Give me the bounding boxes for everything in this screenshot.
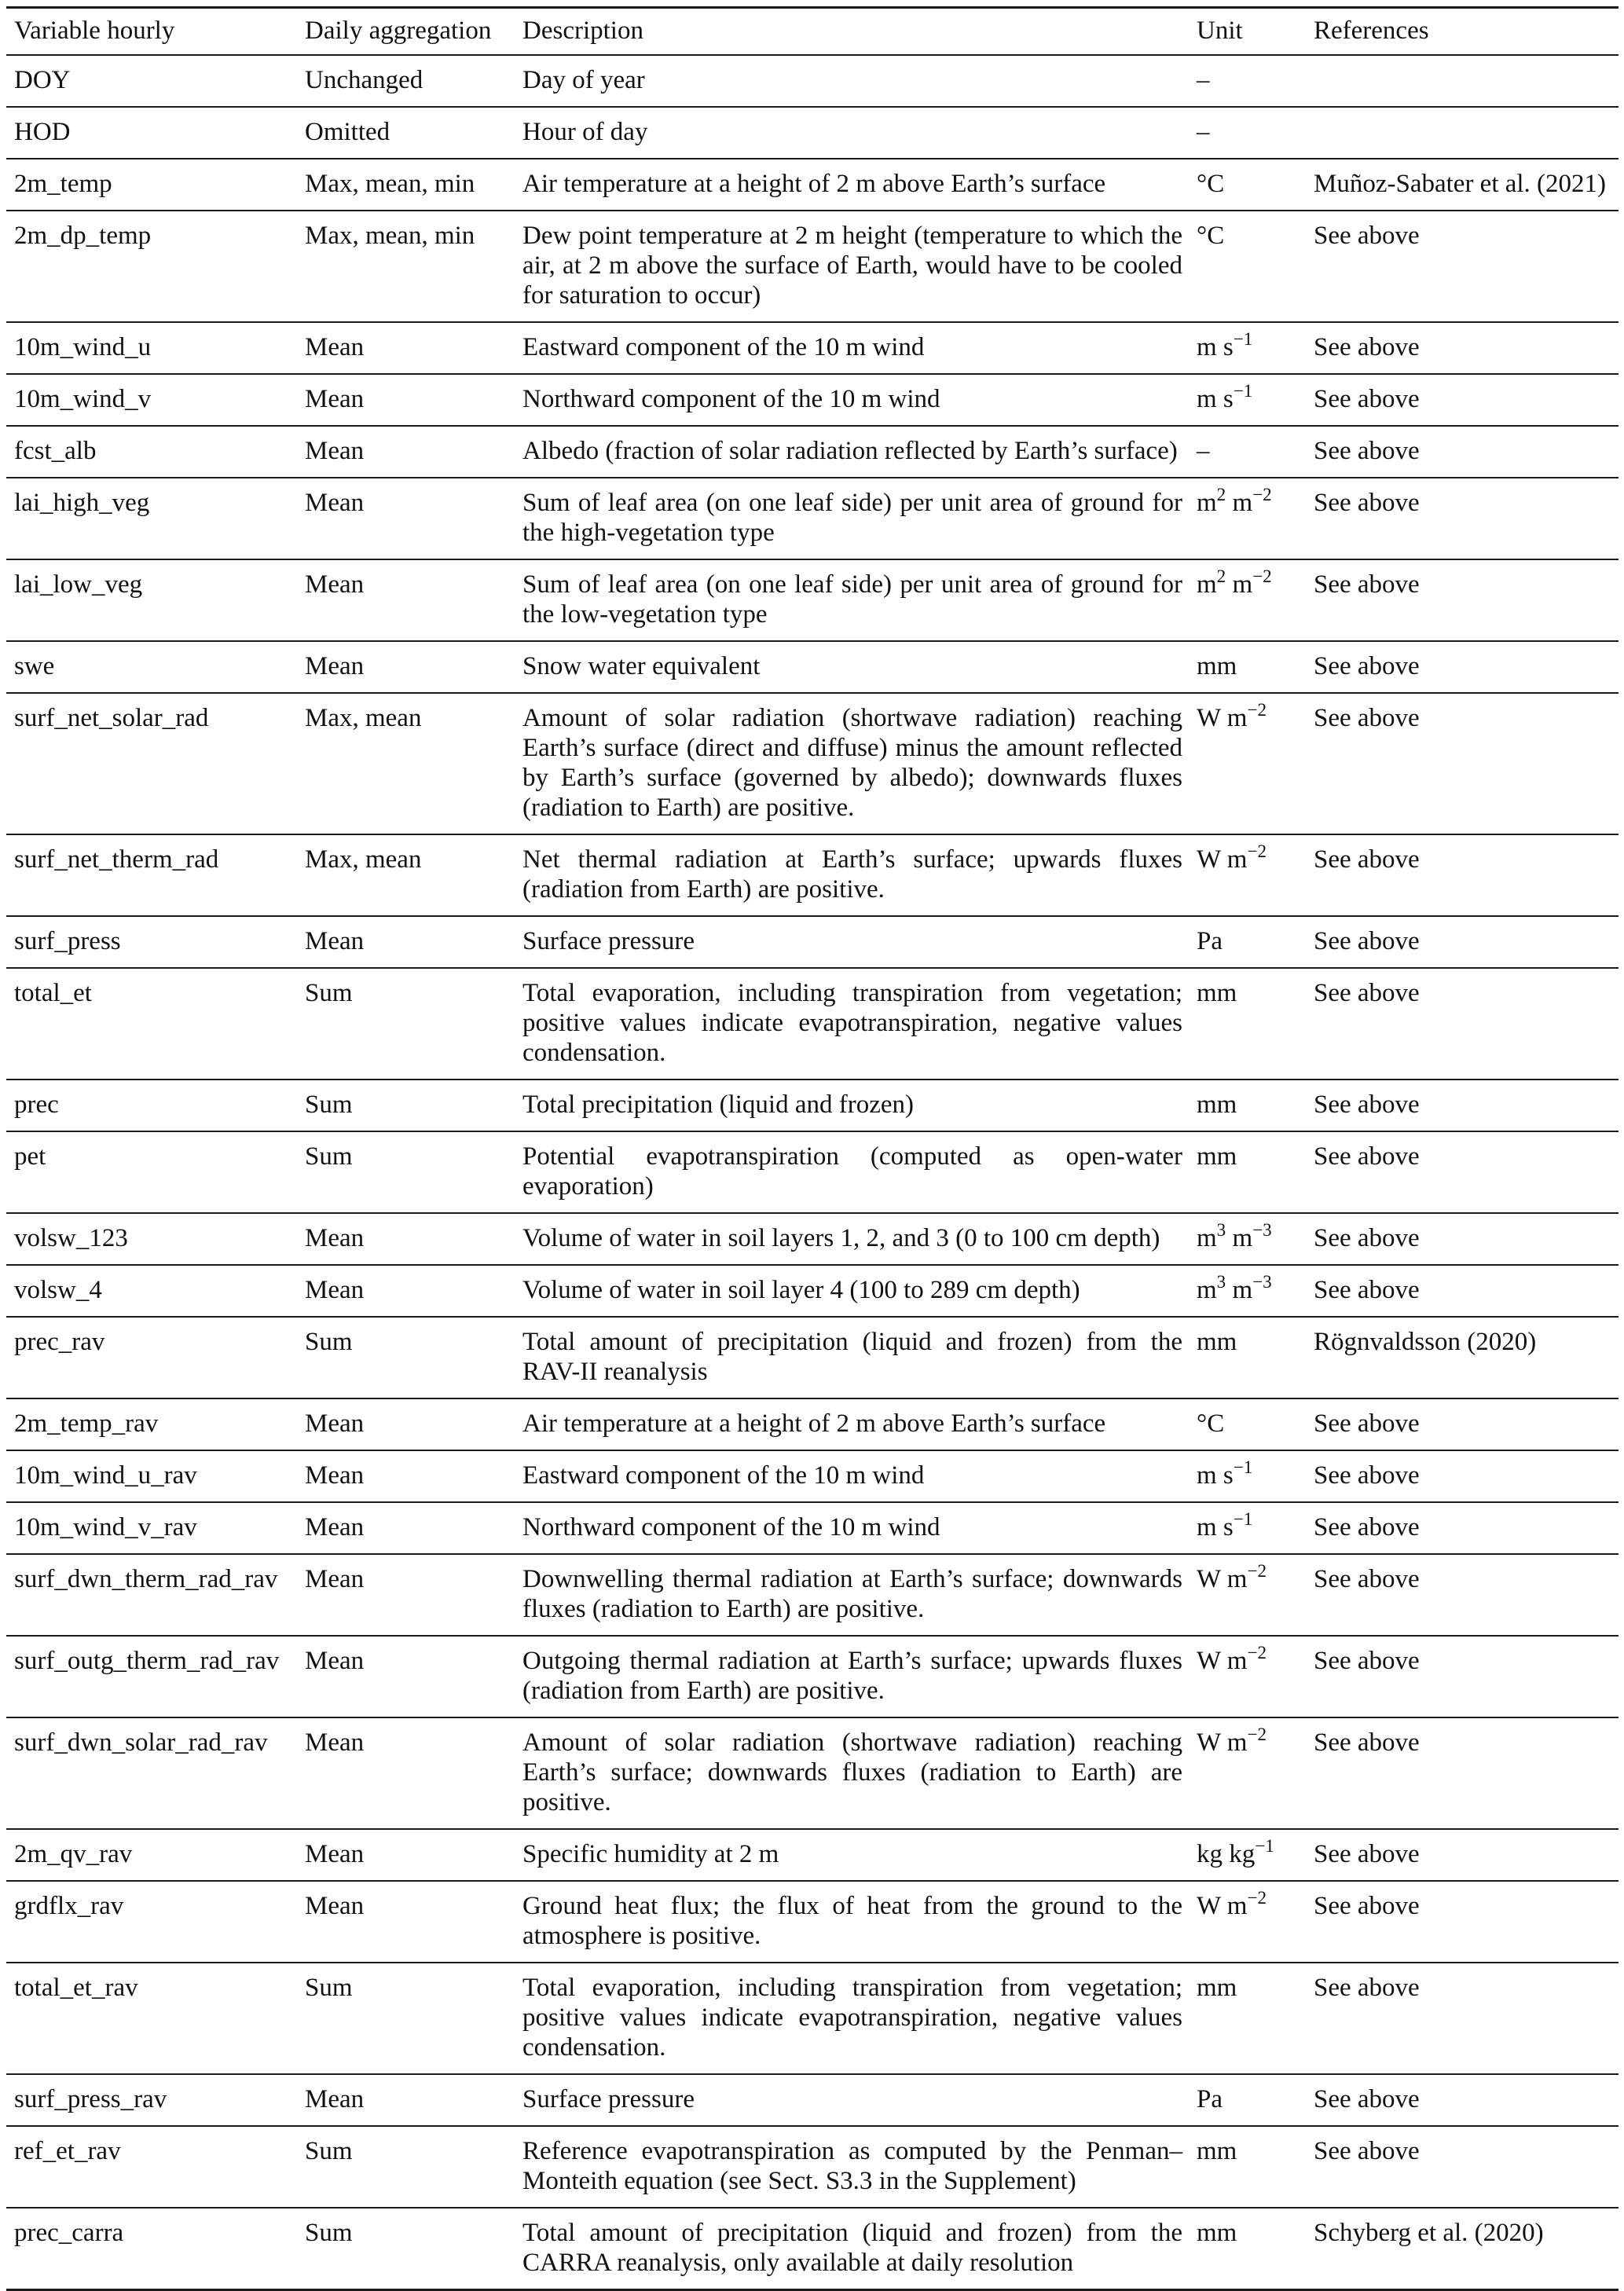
cell-aggregation: Max, mean, min	[305, 159, 522, 211]
cell-variable: surf_press	[6, 916, 305, 968]
cell-description: Volume of water in soil layer 4 (100 to 289 cm depth)	[522, 1265, 1189, 1317]
cell-description: Air temperature at a height of 2 m above Earth’s surface	[522, 159, 1189, 211]
cell-variable: swe	[6, 641, 305, 693]
cell-description: Specific humidity at 2 m	[522, 1829, 1189, 1881]
cell-variable: volsw_123	[6, 1213, 305, 1265]
cell-unit: Pa	[1189, 916, 1304, 968]
cell-unit: W $m^{-2}$	[1189, 1636, 1304, 1717]
cell-reference: See above	[1304, 2074, 1619, 2126]
cell-variable: lai_low_veg	[6, 559, 305, 641]
cell-reference: See above	[1304, 834, 1619, 916]
cell-unit: °C	[1189, 211, 1304, 322]
cell-variable: surf_net_therm_rad	[6, 834, 305, 916]
cell-unit: kg $kg^{-1}$	[1189, 1829, 1304, 1881]
cell-description: Day of year	[522, 55, 1189, 107]
cell-aggregation: Sum	[305, 1317, 522, 1398]
cell-description: Eastward component of the 10 m wind	[522, 1450, 1189, 1502]
cell-reference: Rögnvaldsson (2020)	[1304, 1317, 1619, 1398]
cell-reference: See above	[1304, 1881, 1619, 1963]
cell-unit: mm	[1189, 641, 1304, 693]
table-row	[6, 2208, 1619, 2290]
cell-description: Amount of solar radiation (shortwave radiation) reaching Earth’s surface; downwards fluxes (radiation to Earth) are positive.	[522, 1717, 1189, 1829]
table-row	[6, 559, 1619, 641]
cell-unit: m $s^{-1}$	[1189, 1502, 1304, 1554]
cell-aggregation: Mean	[305, 374, 522, 426]
cell-unit: °C	[1189, 1398, 1304, 1450]
cell-aggregation: Sum	[305, 1080, 522, 1131]
cell-variable: volsw_4	[6, 1265, 305, 1317]
cell-aggregation: Mean	[305, 1265, 522, 1317]
cell-reference: See above	[1304, 1963, 1619, 2074]
cell-unit: mm	[1189, 968, 1304, 1080]
cell-description: Total amount of precipitation (liquid and frozen) from the CARRA reanalysis, only available at daily resolution	[522, 2208, 1189, 2290]
cell-description: Northward component of the 10 m wind	[522, 1502, 1189, 1554]
cell-description: Volume of water in soil layers 1, 2, and 3 (0 to 100 cm depth)	[522, 1213, 1189, 1265]
cell-aggregation: Mean	[305, 1554, 522, 1636]
cell-aggregation: Sum	[305, 1131, 522, 1213]
cell-aggregation: Sum	[305, 1963, 522, 2074]
cell-unit: mm	[1189, 1131, 1304, 1213]
cell-unit: $m^3$ $m^{-3}$	[1189, 1265, 1304, 1317]
cell-reference: See above	[1304, 1131, 1619, 1213]
cell-reference: See above	[1304, 1213, 1619, 1265]
cell-aggregation: Mean	[305, 1829, 522, 1881]
cell-unit: W $m^{-2}$	[1189, 1554, 1304, 1636]
header-row	[6, 8, 1619, 56]
cell-description: Albedo (fraction of solar radiation reflected by Earth’s surface)	[522, 426, 1189, 478]
cell-variable: ref_et_rav	[6, 2126, 305, 2208]
cell-aggregation: Mean	[305, 1213, 522, 1265]
cell-variable: surf_net_solar_rad	[6, 693, 305, 834]
cell-unit: Pa	[1189, 2074, 1304, 2126]
table-row	[6, 478, 1619, 559]
cell-aggregation: Omitted	[305, 107, 522, 159]
cell-reference: See above	[1304, 559, 1619, 641]
cell-description: Hour of day	[522, 107, 1189, 159]
cell-aggregation: Sum	[305, 2208, 522, 2290]
cell-aggregation: Max, mean	[305, 834, 522, 916]
cell-unit: –	[1189, 107, 1304, 159]
cell-reference: See above	[1304, 426, 1619, 478]
cell-aggregation: Mean	[305, 559, 522, 641]
cell-reference: See above	[1304, 2126, 1619, 2208]
cell-variable: 10m_wind_u	[6, 322, 305, 374]
cell-description: Air temperature at a height of 2 m above Earth’s surface	[522, 1398, 1189, 1450]
cell-variable: 10m_wind_v_rav	[6, 1502, 305, 1554]
cell-unit: –	[1189, 55, 1304, 107]
cell-reference: See above	[1304, 374, 1619, 426]
table-row	[6, 322, 1619, 374]
cell-reference: See above	[1304, 1398, 1619, 1450]
cell-aggregation: Mean	[305, 322, 522, 374]
cell-description: Northward component of the 10 m wind	[522, 374, 1189, 426]
cell-unit: mm	[1189, 1963, 1304, 2074]
cell-variable: prec_carra	[6, 2208, 305, 2290]
cell-description: Surface pressure	[522, 2074, 1189, 2126]
cell-description: Downwelling thermal radiation at Earth’s surface; downwards fluxes (radiation to Earth) are positive.	[522, 1554, 1189, 1636]
table-row	[6, 2126, 1619, 2208]
table-row	[6, 1080, 1619, 1131]
cell-aggregation: Mean	[305, 1636, 522, 1717]
cell-unit: W $m^{-2}$	[1189, 1717, 1304, 1829]
cell-reference: See above	[1304, 1636, 1619, 1717]
cell-reference: Muñoz-Sabater et al. (2021)	[1304, 159, 1619, 211]
cell-variable: lai_high_veg	[6, 478, 305, 559]
table-row	[6, 641, 1619, 693]
cell-reference	[1304, 55, 1619, 107]
table-row	[6, 107, 1619, 159]
cell-description: Total evaporation, including transpiration from vegetation; positive values indicate evapotranspiration, negative values condensation.	[522, 968, 1189, 1080]
cell-variable: HOD	[6, 107, 305, 159]
cell-aggregation: Unchanged	[305, 55, 522, 107]
table-row	[6, 1213, 1619, 1265]
table-row	[6, 1636, 1619, 1717]
cell-variable: 10m_wind_u_rav	[6, 1450, 305, 1502]
cell-variable: fcst_alb	[6, 426, 305, 478]
cell-description: Outgoing thermal radiation at Earth’s surface; upwards fluxes (radiation from Earth) are positive.	[522, 1636, 1189, 1717]
cell-unit: m $s^{-1}$	[1189, 322, 1304, 374]
cell-reference: See above	[1304, 641, 1619, 693]
cell-aggregation: Mean	[305, 1502, 522, 1554]
table-row	[6, 1829, 1619, 1881]
variables-table	[6, 6, 1619, 2291]
table-row	[6, 1265, 1619, 1317]
cell-unit: m $s^{-1}$	[1189, 374, 1304, 426]
cell-unit: W $m^{-2}$	[1189, 1881, 1304, 1963]
cell-description: Net thermal radiation at Earth’s surface; upwards fluxes (radiation from Earth) are positive.	[522, 834, 1189, 916]
table-row	[6, 834, 1619, 916]
table-row	[6, 2074, 1619, 2126]
cell-description: Sum of leaf area (on one leaf side) per unit area of ground for the high-vegetation type	[522, 478, 1189, 559]
table-row	[6, 426, 1619, 478]
column-header-aggregation: Daily aggregation	[305, 8, 522, 56]
cell-aggregation: Max, mean, min	[305, 211, 522, 322]
cell-reference: See above	[1304, 916, 1619, 968]
cell-aggregation: Mean	[305, 916, 522, 968]
cell-aggregation: Mean	[305, 1450, 522, 1502]
cell-aggregation: Mean	[305, 426, 522, 478]
cell-reference	[1304, 107, 1619, 159]
table-row	[6, 374, 1619, 426]
cell-aggregation: Sum	[305, 968, 522, 1080]
cell-unit: mm	[1189, 1317, 1304, 1398]
cell-unit: m $s^{-1}$	[1189, 1450, 1304, 1502]
column-header-unit: Unit	[1189, 8, 1304, 56]
table-row	[6, 1881, 1619, 1963]
cell-unit: W $m^{-2}$	[1189, 693, 1304, 834]
cell-aggregation: Mean	[305, 641, 522, 693]
cell-reference: See above	[1304, 1717, 1619, 1829]
cell-description: Total precipitation (liquid and frozen)	[522, 1080, 1189, 1131]
table-row	[6, 1398, 1619, 1450]
cell-description: Reference evapotranspiration as computed by the Penman–Monteith equation (see Sect. S3.3 in the Supplement)	[522, 2126, 1189, 2208]
column-header-references: References	[1304, 8, 1619, 56]
cell-description: Ground heat flux; the flux of heat from the ground to the atmosphere is positive.	[522, 1881, 1189, 1963]
table-row	[6, 1717, 1619, 1829]
cell-unit: W $m^{-2}$	[1189, 834, 1304, 916]
table-row	[6, 1963, 1619, 2074]
cell-description: Sum of leaf area (on one leaf side) per unit area of ground for the low-vegetation type	[522, 559, 1189, 641]
cell-variable: 2m_temp	[6, 159, 305, 211]
cell-variable: pet	[6, 1131, 305, 1213]
cell-aggregation: Mean	[305, 2074, 522, 2126]
cell-variable: prec_rav	[6, 1317, 305, 1398]
column-header-variable: Variable hourly	[6, 8, 305, 56]
cell-description: Amount of solar radiation (shortwave radiation) reaching Earth’s surface (direct and diffuse) minus the amount reflected by Earth’s surface (governed by albedo); downwards fluxes (radiation to Earth) are positive.	[522, 693, 1189, 834]
table-header	[6, 8, 1619, 56]
cell-reference: See above	[1304, 322, 1619, 374]
cell-aggregation: Mean	[305, 478, 522, 559]
cell-unit: –	[1189, 426, 1304, 478]
table-row	[6, 1131, 1619, 1213]
table-row	[6, 968, 1619, 1080]
cell-unit: $m^2$ $m^{-2}$	[1189, 478, 1304, 559]
cell-variable: 2m_temp_rav	[6, 1398, 305, 1450]
cell-variable: grdflx_rav	[6, 1881, 305, 1963]
table-row	[6, 1502, 1619, 1554]
cell-variable: surf_dwn_therm_rad_rav	[6, 1554, 305, 1636]
cell-reference: See above	[1304, 1829, 1619, 1881]
cell-reference: See above	[1304, 1554, 1619, 1636]
table-row	[6, 55, 1619, 107]
cell-reference: See above	[1304, 1502, 1619, 1554]
cell-aggregation: Sum	[305, 2126, 522, 2208]
cell-reference: See above	[1304, 968, 1619, 1080]
cell-description: Surface pressure	[522, 916, 1189, 968]
cell-description: Snow water equivalent	[522, 641, 1189, 693]
cell-variable: total_et_rav	[6, 1963, 305, 2074]
cell-variable: 10m_wind_v	[6, 374, 305, 426]
cell-unit: mm	[1189, 1080, 1304, 1131]
cell-description: Dew point temperature at 2 m height (temperature to which the air, at 2 m above the surface of Earth, would have to be cooled for saturation to occur)	[522, 211, 1189, 322]
cell-reference: Schyberg et al. (2020)	[1304, 2208, 1619, 2290]
cell-variable: total_et	[6, 968, 305, 1080]
table-row	[6, 693, 1619, 834]
cell-description: Eastward component of the 10 m wind	[522, 322, 1189, 374]
cell-variable: 2m_qv_rav	[6, 1829, 305, 1881]
cell-reference: See above	[1304, 1080, 1619, 1131]
cell-unit: mm	[1189, 2126, 1304, 2208]
cell-aggregation: Max, mean	[305, 693, 522, 834]
cell-variable: prec	[6, 1080, 305, 1131]
cell-description: Total amount of precipitation (liquid and frozen) from the RAV-II reanalysis	[522, 1317, 1189, 1398]
table-row	[6, 211, 1619, 322]
cell-reference: See above	[1304, 693, 1619, 834]
cell-description: Potential evapotranspiration (computed as open-water evaporation)	[522, 1131, 1189, 1213]
cell-variable: surf_press_rav	[6, 2074, 305, 2126]
table-row	[6, 159, 1619, 211]
cell-aggregation: Mean	[305, 1717, 522, 1829]
cell-unit: °C	[1189, 159, 1304, 211]
column-header-description: Description	[522, 8, 1189, 56]
table-row	[6, 1317, 1619, 1398]
cell-aggregation: Mean	[305, 1881, 522, 1963]
cell-reference: See above	[1304, 1265, 1619, 1317]
cell-unit: $m^2$ $m^{-2}$	[1189, 559, 1304, 641]
cell-description: Total evaporation, including transpiration from vegetation; positive values indicate evapotranspiration, negative values condensation.	[522, 1963, 1189, 2074]
cell-reference: See above	[1304, 478, 1619, 559]
cell-variable: surf_dwn_solar_rad_rav	[6, 1717, 305, 1829]
table-row	[6, 916, 1619, 968]
cell-unit: mm	[1189, 2208, 1304, 2290]
cell-unit: $m^3$ $m^{-3}$	[1189, 1213, 1304, 1265]
cell-variable: surf_outg_therm_rad_rav	[6, 1636, 305, 1717]
table-row	[6, 1450, 1619, 1502]
cell-reference: See above	[1304, 1450, 1619, 1502]
cell-variable: DOY	[6, 55, 305, 107]
table-body	[6, 55, 1619, 2290]
cell-variable: 2m_dp_temp	[6, 211, 305, 322]
table-row	[6, 1554, 1619, 1636]
cell-reference: See above	[1304, 211, 1619, 322]
cell-aggregation: Mean	[305, 1398, 522, 1450]
